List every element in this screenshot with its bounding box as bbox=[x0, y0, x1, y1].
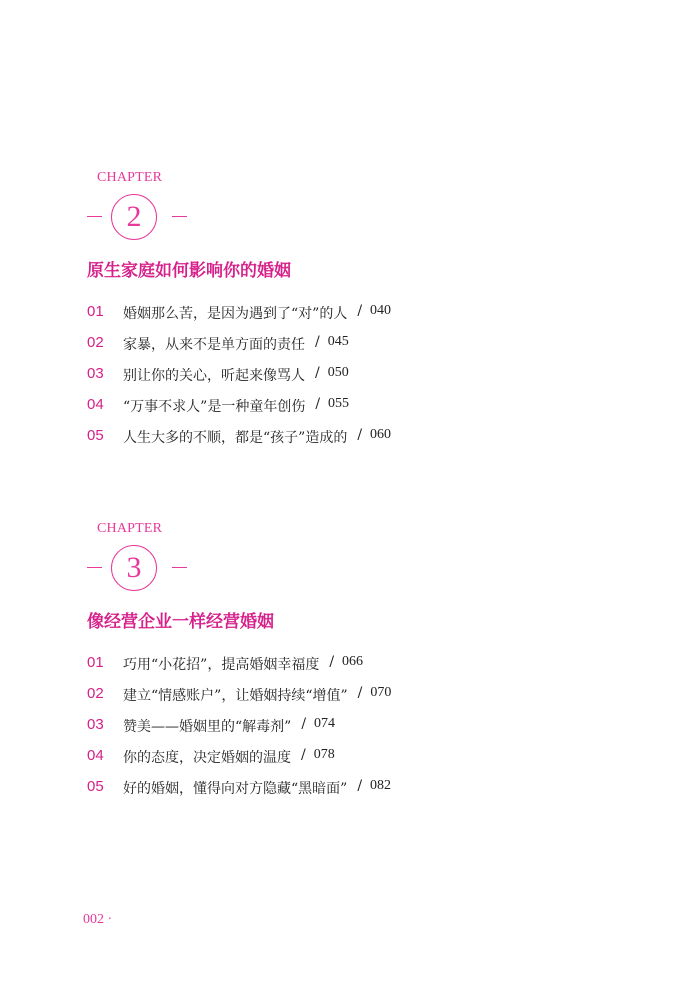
entry-separator: / bbox=[357, 303, 363, 319]
entry-separator: / bbox=[301, 716, 307, 732]
entry-title: 赞美——婚姻里的“解毒剂” bbox=[123, 719, 292, 735]
entry-title: 你的态度，决定婚姻的温度 bbox=[123, 750, 291, 766]
toc-entry[interactable] bbox=[87, 685, 391, 716]
entry-page: 040 bbox=[370, 303, 392, 318]
toc-entry[interactable] bbox=[87, 396, 391, 427]
toc-list bbox=[87, 654, 391, 809]
entry-separator: / bbox=[329, 654, 335, 670]
entry-page: 045 bbox=[327, 334, 349, 349]
chapter-number-badge bbox=[87, 545, 197, 591]
entry-separator: / bbox=[357, 427, 363, 443]
entry-number: 01 bbox=[87, 303, 104, 320]
entry-separator: / bbox=[357, 778, 363, 794]
entry-title: 婚姻那么苦，是因为遇到了“对”的人 bbox=[123, 306, 348, 322]
entry-title: “万事不求人”是一种童年创伤 bbox=[123, 399, 306, 415]
entry-number: 02 bbox=[87, 685, 104, 702]
entry-number: 05 bbox=[87, 778, 104, 795]
entry-number: 03 bbox=[87, 365, 104, 382]
entry-page: 078 bbox=[313, 747, 335, 762]
toc-entry[interactable] bbox=[87, 716, 391, 747]
entry-number: 01 bbox=[87, 654, 104, 671]
chapter-title: 像经营企业一样经营婚姻 bbox=[87, 612, 274, 632]
entry-page: 055 bbox=[328, 396, 350, 411]
entry-separator: / bbox=[357, 685, 363, 701]
entry-page: 050 bbox=[327, 365, 349, 380]
toc-entry[interactable] bbox=[87, 778, 391, 809]
toc-entry[interactable] bbox=[87, 747, 391, 778]
entry-number: 04 bbox=[87, 396, 104, 413]
entry-page: 060 bbox=[370, 427, 392, 442]
entry-title: 建立“情感账户”，让婚姻持续“增值” bbox=[123, 688, 348, 704]
toc-entry[interactable] bbox=[87, 654, 391, 685]
toc-list bbox=[87, 303, 391, 458]
entry-page: 074 bbox=[314, 716, 336, 731]
chapter-number: 3 bbox=[111, 545, 157, 591]
chapter-number: 2 bbox=[111, 194, 157, 240]
toc-entry[interactable] bbox=[87, 303, 391, 334]
toc-entry[interactable] bbox=[87, 334, 391, 365]
entry-page: 070 bbox=[370, 685, 392, 700]
chapter-number-badge bbox=[87, 194, 197, 240]
toc-entry[interactable] bbox=[87, 427, 391, 458]
entry-number: 04 bbox=[87, 747, 104, 764]
entry-title: 巧用“小花招”，提高婚姻幸福度 bbox=[123, 657, 320, 673]
entry-page: 066 bbox=[342, 654, 364, 669]
entry-title: 人生大多的不顺，都是“孩子”造成的 bbox=[123, 430, 348, 446]
chapter-label: CHAPTER bbox=[97, 170, 163, 185]
badge-dash-right bbox=[172, 216, 187, 217]
entry-title: 家暴，从来不是单方面的责任 bbox=[123, 337, 305, 353]
page-number: 002 · bbox=[83, 912, 113, 927]
entry-number: 03 bbox=[87, 716, 104, 733]
badge-dash-left bbox=[87, 216, 102, 217]
entry-separator: / bbox=[315, 334, 320, 350]
toc-entry[interactable] bbox=[87, 365, 391, 396]
entry-number: 02 bbox=[87, 334, 104, 351]
badge-dash-left bbox=[87, 567, 102, 568]
entry-number: 05 bbox=[87, 427, 104, 444]
chapter-title: 原生家庭如何影响你的婚姻 bbox=[87, 261, 291, 281]
entry-page: 082 bbox=[370, 778, 392, 793]
entry-separator: / bbox=[315, 396, 321, 412]
entry-separator: / bbox=[315, 365, 320, 381]
entry-title: 别让你的关心，听起来像骂人 bbox=[123, 368, 305, 384]
badge-dash-right bbox=[172, 567, 187, 568]
entry-separator: / bbox=[301, 747, 306, 763]
chapter-label: CHAPTER bbox=[97, 521, 163, 536]
entry-title: 好的婚姻，懂得向对方隐藏“黑暗面” bbox=[123, 781, 348, 797]
